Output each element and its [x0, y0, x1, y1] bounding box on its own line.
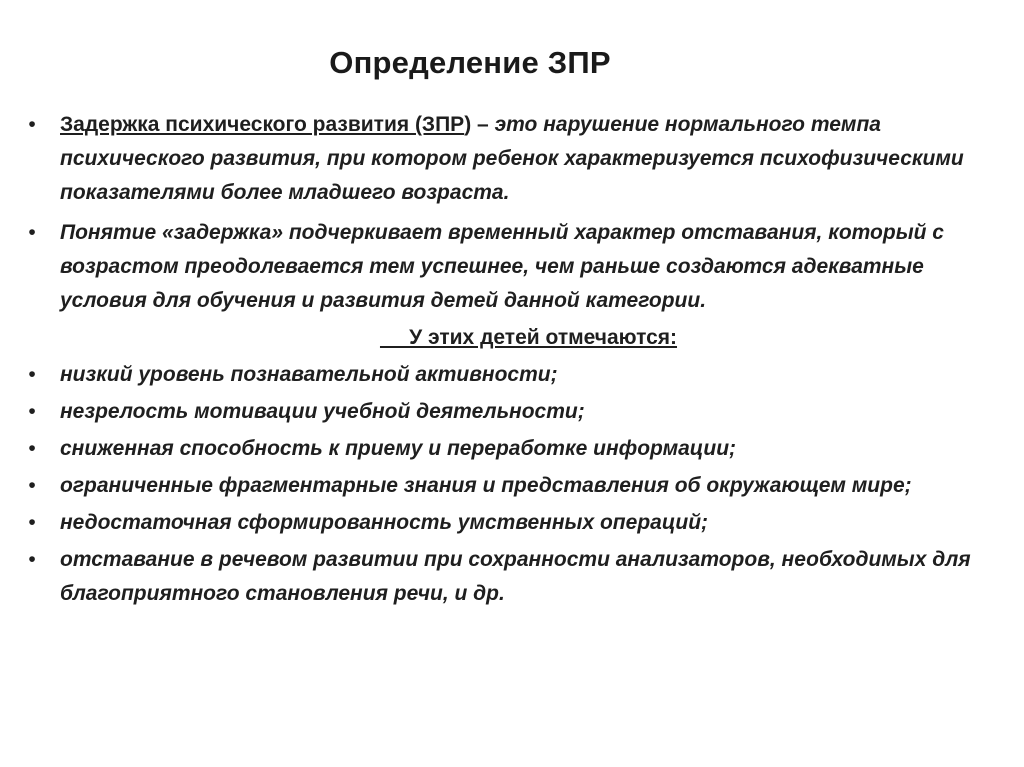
bullet-icon: •	[28, 113, 36, 136]
definition-close-paren: )	[464, 113, 472, 136]
feature-item	[22, 506, 997, 540]
feature-item	[22, 469, 997, 503]
bullet-icon: •	[28, 400, 36, 423]
feature-text: недостаточная сформированность умственных операций;	[60, 511, 709, 534]
feature-item	[22, 358, 997, 392]
bullet-icon: •	[28, 221, 36, 244]
definition-dash: –	[471, 113, 495, 136]
definition-text: это нарушение нормального темпа психического развития, при котором ребенок характеризуется психофизическими показателями более младшего возраста.	[60, 113, 964, 204]
feature-item	[22, 432, 997, 466]
feature-text: низкий уровень познавательной активности;	[60, 363, 558, 386]
feature-text: незрелость мотивации учебной деятельности;	[60, 400, 585, 423]
definition-item	[22, 108, 997, 210]
definition-term: Задержка психического развития (ЗПР	[60, 113, 465, 136]
features-subheading-text: У этих детей отмечаются:	[379, 326, 678, 349]
feature-text: ограниченные фрагментарные знания и представления об окружающем мире;	[60, 474, 912, 497]
bullet-icon: •	[28, 474, 36, 497]
concept-text: Понятие «задержка» подчеркивает временный характер отставания, который с возрастом преодолевается тем успешнее, чем раньше создаются адекватные условия для обучения и развития детей данной категории.	[60, 221, 944, 312]
concept-item	[22, 216, 997, 318]
bullet-icon: •	[28, 363, 36, 386]
feature-text: отставание в речевом развитии при сохранности анализаторов, необходимых для благоприятного становления речи, и др.	[60, 548, 971, 605]
feature-item	[22, 543, 997, 611]
slide-title: Определение ЗПР	[329, 45, 611, 80]
feature-item	[22, 395, 997, 429]
slide-content	[22, 108, 997, 611]
bullet-icon: •	[28, 437, 36, 460]
bullet-icon: •	[28, 511, 36, 534]
features-subheading	[22, 321, 997, 355]
feature-text: сниженная способность к приему и переработке информации;	[60, 437, 737, 460]
bullet-icon: •	[28, 548, 36, 571]
